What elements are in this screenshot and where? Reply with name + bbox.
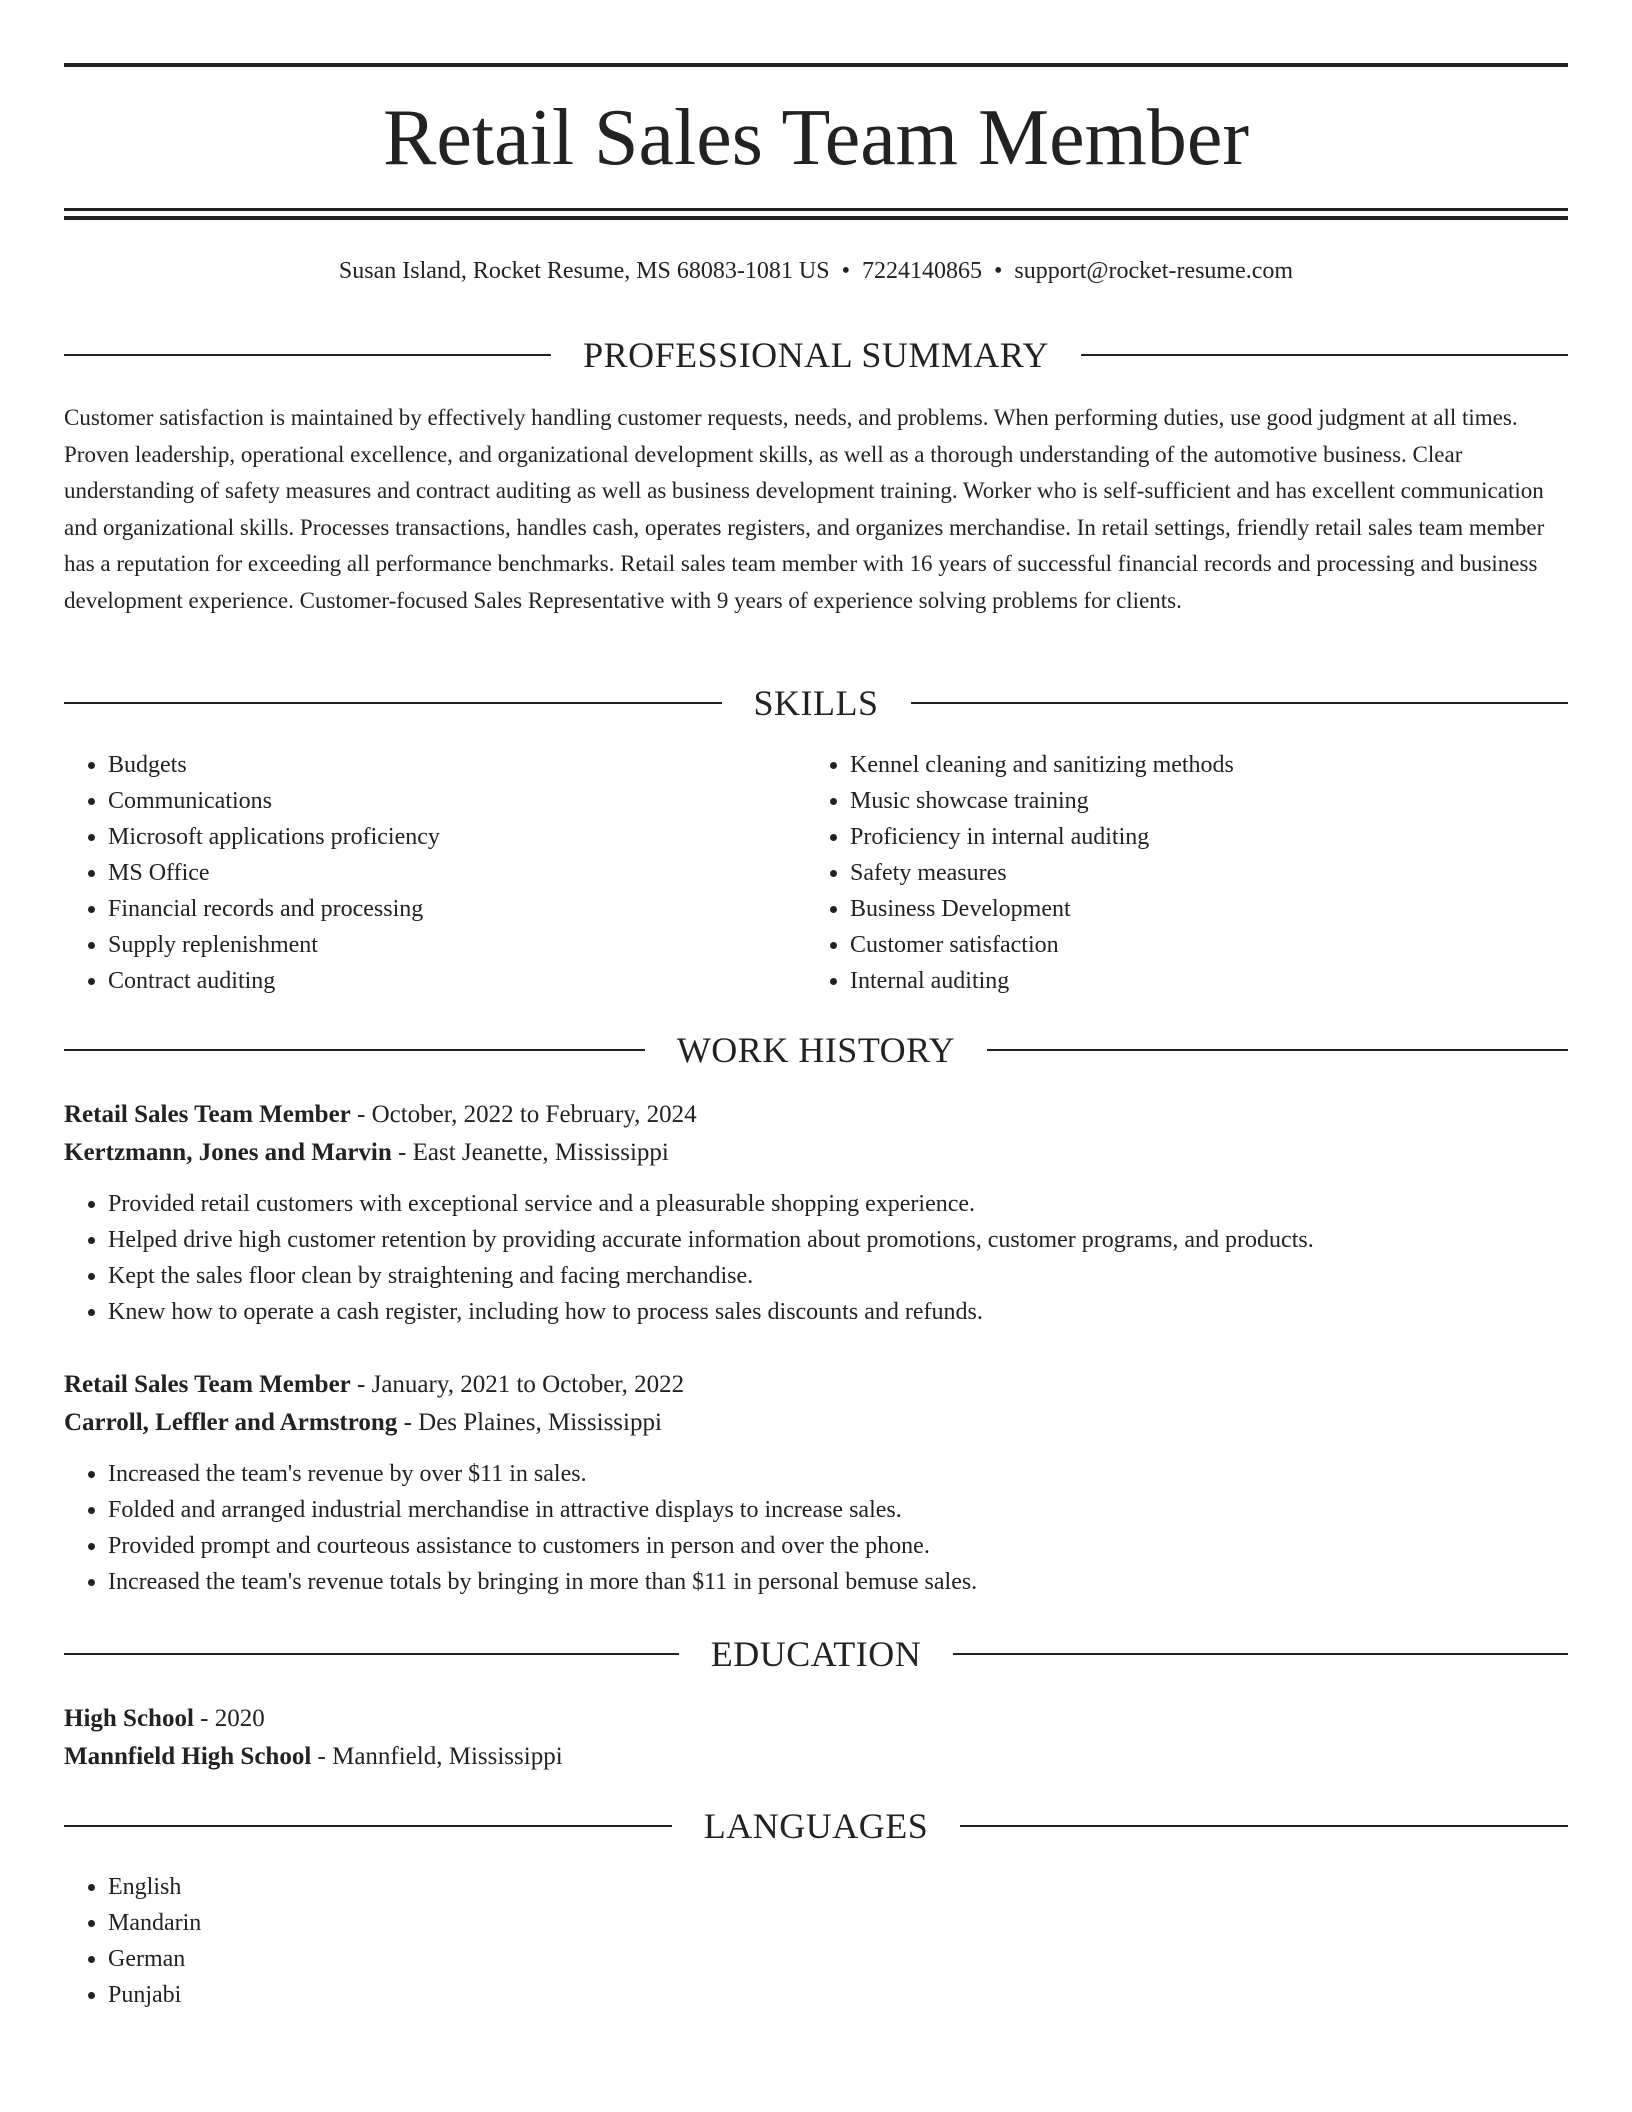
skill-item: • Supply replenishment (108, 927, 764, 963)
section-title: PROFESSIONAL SUMMARY (583, 335, 1049, 375)
job-title: Retail Sales Team Member (64, 1371, 351, 1398)
divider (64, 1653, 679, 1655)
section-title: SKILLS (753, 683, 879, 723)
job-company-line (64, 1404, 1568, 1442)
section-heading-summary (64, 333, 1568, 377)
skill-item: • Customer satisfaction (850, 927, 1506, 963)
education-school: Mannfield High School (64, 1743, 312, 1770)
education-degree: High School (64, 1705, 194, 1732)
job-location: - East Jeanette, Mississippi (391, 1139, 669, 1166)
section-heading-languages (64, 1804, 1568, 1848)
skill-item: • Business Development (850, 891, 1506, 927)
job-bullet: • Provided retail customers with exceptional service and a pleasurable shopping experience. (108, 1186, 1568, 1222)
skill-item: • Proficiency in internal auditing (850, 819, 1506, 855)
job-company-line (64, 1134, 1568, 1172)
divider (64, 1049, 645, 1051)
section-heading-work (64, 1028, 1568, 1072)
resume-title: Retail Sales Team Member (382, 94, 1249, 182)
divider (987, 1049, 1568, 1051)
skill-item: • Financial records and processing (108, 891, 764, 927)
skill-item: • Safety measures (850, 855, 1506, 891)
contact-line (64, 255, 1568, 287)
language-item: • Punjabi (108, 1977, 764, 2013)
job-bullet: • Folded and arranged industrial merchandise in attractive displays to increase sales. (108, 1492, 1568, 1528)
skills-column-right (806, 747, 1506, 999)
section-heading-skills (64, 681, 1568, 725)
skills-column-left (64, 747, 764, 999)
skill-item: • MS Office (108, 855, 764, 891)
education-degree-line (64, 1700, 1568, 1738)
language-item: • Mandarin (108, 1905, 764, 1941)
job-bullet: • Increased the team's revenue totals by bringing in more than $11 in personal bemuse sales. (108, 1564, 1568, 1600)
job-bullets (64, 1186, 1568, 1330)
job-bullet: • Helped drive high customer retention by providing accurate information about promotions, customer programs, and products. (108, 1222, 1568, 1258)
education-school-line (64, 1738, 1568, 1776)
section-title: LANGUAGES (703, 1806, 929, 1846)
top-rule (64, 63, 1568, 67)
job-bullet: • Knew how to operate a cash register, including how to process sales discounts and refunds. (108, 1294, 1568, 1330)
contact-email: support@rocket-resume.com (1014, 258, 1294, 284)
job-bullet: • Kept the sales floor clean by straightening and facing merchandise. (108, 1258, 1568, 1294)
job-title: Retail Sales Team Member (64, 1101, 351, 1128)
divider (911, 702, 1569, 704)
skill-item: • Contract auditing (108, 963, 764, 999)
contact-address: Susan Island, Rocket Resume, MS 68083-1081 US (338, 258, 830, 284)
job-bullets (64, 1456, 1568, 1600)
divider (953, 1653, 1568, 1655)
title-double-rule (64, 208, 1568, 220)
education-entry (64, 1700, 1568, 1776)
divider (64, 1825, 672, 1827)
divider (1081, 354, 1568, 356)
language-item: • English (108, 1869, 764, 1905)
skill-item: • Communications (108, 783, 764, 819)
job-company: Kertzmann, Jones and Marvin (64, 1139, 392, 1166)
education-location: - Mannfield, Mississippi (311, 1743, 563, 1770)
section-title: EDUCATION (710, 1634, 922, 1674)
skill-item: • Budgets (108, 747, 764, 783)
professional-summary: Customer satisfaction is maintained by effectively handling customer requests, needs, and problems. When performing duties, use good judgment at all times. Proven leadership, operational excellence, and organizational development skills, as well as a thorough understanding of the automotive business. Clear understanding of safety measures and contract auditing as well as business development training. Worker who is self-sufficient and has excellent communication and organizational skills. Processes transactions, handles cash, operates registers, and organizes merchandise. In retail settings, friendly retail sales team member has a reputation for exceeding all performance benchmarks. Retail sales team member with 16 years of successful financial records and processing and business development experience. Customer-focused Sales Representative with 9 years of experience solving problems for clients. (64, 405, 1545, 613)
divider (960, 1825, 1568, 1827)
job-title-line (64, 1366, 1568, 1404)
divider (64, 354, 551, 356)
skill-item: • Music showcase training (850, 783, 1506, 819)
skill-item: • Internal auditing (850, 963, 1506, 999)
section-heading-education (64, 1632, 1568, 1676)
job-dates: - January, 2021 to October, 2022 (350, 1371, 685, 1398)
job-bullet: • Provided prompt and courteous assistance to customers in person and over the phone. (108, 1528, 1568, 1564)
skill-item: • Kennel cleaning and sanitizing methods (850, 747, 1506, 783)
languages-list (64, 1869, 764, 2013)
job-title-line (64, 1096, 1568, 1134)
language-item: • German (108, 1941, 764, 1977)
job-company: Carroll, Leffler and Armstrong (64, 1409, 398, 1436)
contact-phone: 7224140865 (861, 258, 982, 284)
job-location: - Des Plaines, Mississippi (397, 1409, 662, 1436)
job-entry (64, 1366, 1568, 1600)
section-title: WORK HISTORY (676, 1030, 956, 1070)
education-year: - 2020 (193, 1705, 265, 1732)
job-bullet: • Increased the team's revenue by over $11 in sales. (108, 1456, 1568, 1492)
skill-item: • Microsoft applications proficiency (108, 819, 764, 855)
contact-separator: • (841, 258, 850, 284)
job-entry (64, 1096, 1568, 1330)
job-dates: - October, 2022 to February, 2024 (350, 1101, 697, 1128)
divider (64, 702, 722, 704)
contact-separator: • (993, 258, 1003, 284)
